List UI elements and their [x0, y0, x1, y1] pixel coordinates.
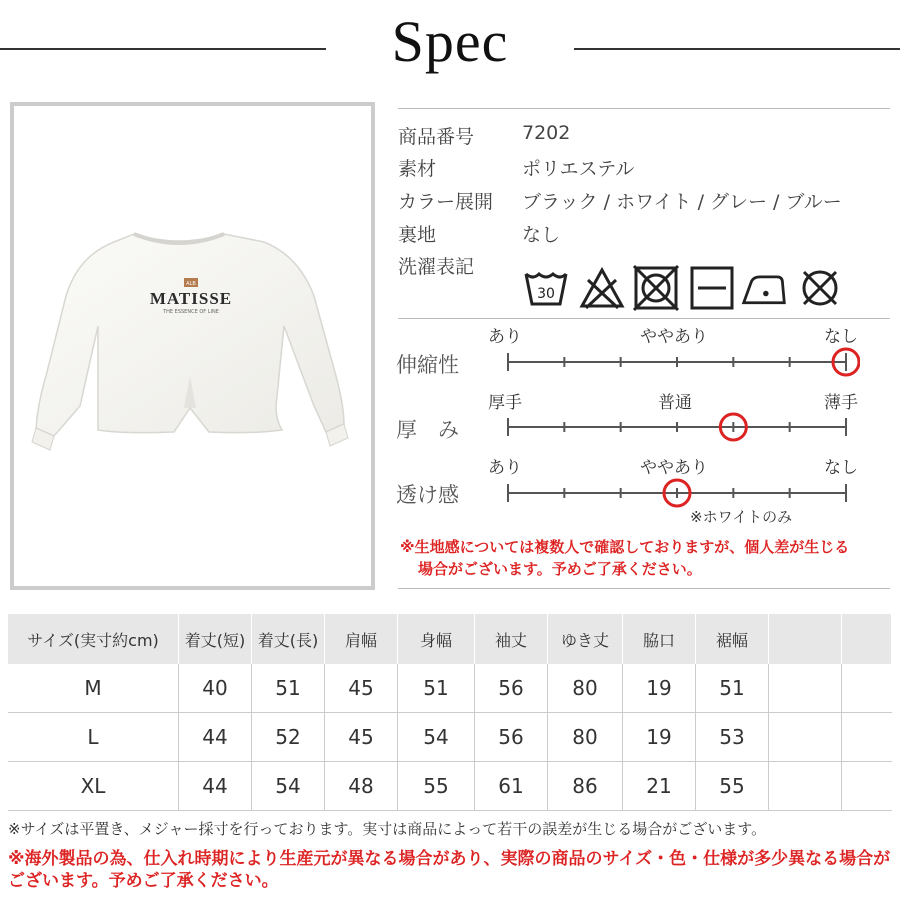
spec-number-label: 商品番号 [398, 126, 475, 148]
table-cell [842, 664, 892, 713]
brand-tagline: THE ESSENCE OF LINE [163, 309, 219, 315]
svg-text:30: 30 [537, 286, 555, 302]
stretch-left-label: あり [488, 327, 522, 347]
wash-30-icon [522, 264, 570, 312]
no-bleach-icon [578, 264, 626, 312]
table-cell: 53 [696, 713, 769, 762]
table-cell: 80 [548, 664, 623, 713]
table-cell: 51 [252, 664, 325, 713]
spec-color-value: ブラック / ホワイト / グレー / ブルー [522, 191, 842, 213]
table-row [8, 664, 892, 713]
table-cell: 86 [548, 762, 623, 811]
table-cell: 45 [325, 713, 398, 762]
brand-print: MATISSE [149, 289, 233, 308]
table-cell: 44 [179, 713, 252, 762]
table-cell: 56 [475, 664, 548, 713]
table-cell: 44 [179, 762, 252, 811]
sheer-mid-label: ややあり [640, 458, 708, 478]
header-length-short: 着丈(短) [179, 614, 252, 664]
table-cell: 48 [325, 762, 398, 811]
spec-care-divider [398, 318, 890, 319]
spec-number-value: 7202 [522, 122, 571, 144]
size-table-header [8, 614, 892, 664]
table-cell: 55 [398, 762, 475, 811]
header-sleeve: 袖丈 [475, 614, 548, 664]
header-chest: 身幅 [398, 614, 475, 664]
table-cell: M [8, 664, 179, 713]
sheer-right-label: なし [824, 458, 858, 478]
import-note: ※海外製品の為、仕入れ時期により生産元が異なる場合があり、実際の商品のサイズ・色・仕様が多少異なる場合がございます。予めご了承ください。 [8, 849, 891, 891]
thickness-scale [500, 407, 860, 447]
stretch-right-label: なし [824, 327, 858, 347]
spec-lining-label: 裏地 [398, 224, 437, 246]
table-cell [769, 664, 842, 713]
size-note: ※サイズは平置き、メジャー採寸を行っております。実寸は商品によって若干の誤差が生じる場合がございます。 [8, 820, 767, 838]
sheer-left-label: あり [488, 458, 522, 478]
header-line-left [0, 48, 326, 50]
line-dry-icon [688, 264, 736, 312]
page-title: Spec [391, 9, 509, 74]
table-row [8, 713, 892, 762]
product-photo [10, 102, 375, 590]
sheer-note: ※ホワイトのみ [690, 508, 793, 526]
header-length-long: 着丈(長) [252, 614, 325, 664]
table-cell: 19 [623, 664, 696, 713]
no-dry-clean-icon [796, 264, 844, 312]
thickness-left-label: 厚手 [488, 393, 522, 413]
no-tumble-dry-icon [632, 264, 680, 312]
table-cell [842, 762, 892, 811]
header-size: サイズ(実寸約cm) [8, 614, 179, 664]
header-line-right [574, 48, 900, 50]
table-cell: 52 [252, 713, 325, 762]
table-cell [769, 713, 842, 762]
spec-material-value: ポリエステル [522, 158, 635, 180]
spec-bottom-divider [398, 588, 890, 589]
feel-note-line2: 場合がございます。予めご了承ください。 [418, 560, 702, 578]
header-empty-1 [769, 614, 842, 664]
header-empty-2 [842, 614, 892, 664]
spec-material-label: 素材 [398, 158, 437, 180]
table-cell: 55 [696, 762, 769, 811]
table-cell: 54 [398, 713, 475, 762]
spec-care-label: 洗濯表記 [398, 256, 475, 278]
table-cell: 51 [696, 664, 769, 713]
thickness-mid-label: 普通 [658, 393, 692, 413]
spec-top-divider [398, 108, 890, 109]
header-armhole: 脇口 [623, 614, 696, 664]
feel-note-line1: ※生地感については複数人で確認しておりますが、個人差が生じる [400, 538, 850, 556]
size-table [8, 614, 892, 811]
sheer-name: 透け感 [396, 483, 459, 507]
stretch-name: 伸縮性 [396, 353, 459, 377]
thickness-right-label: 薄手 [824, 393, 858, 413]
table-cell: 45 [325, 664, 398, 713]
sheer-scale [500, 473, 860, 513]
table-cell: 54 [252, 762, 325, 811]
table-cell: 56 [475, 713, 548, 762]
iron-low-icon [740, 264, 788, 312]
svg-text:ALB: ALB [186, 281, 196, 287]
spec-lining-value: なし [522, 224, 561, 246]
header-hem: 裾幅 [696, 614, 769, 664]
table-cell: 19 [623, 713, 696, 762]
table-cell: 51 [398, 664, 475, 713]
table-cell [842, 713, 892, 762]
thickness-name: 厚 み [396, 418, 459, 442]
table-cell: 21 [623, 762, 696, 811]
table-row [8, 762, 892, 811]
header-shoulder: 肩幅 [325, 614, 398, 664]
table-cell [769, 762, 842, 811]
header-yuki: ゆき丈 [548, 614, 623, 664]
stretch-scale [500, 342, 860, 382]
spec-color-label: カラー展開 [398, 191, 494, 213]
table-cell: XL [8, 762, 179, 811]
table-cell: 40 [179, 664, 252, 713]
table-cell: L [8, 713, 179, 762]
table-cell: 61 [475, 762, 548, 811]
stretch-mid-label: ややあり [640, 327, 708, 347]
table-cell: 80 [548, 713, 623, 762]
sweatshirt-image [14, 106, 371, 586]
